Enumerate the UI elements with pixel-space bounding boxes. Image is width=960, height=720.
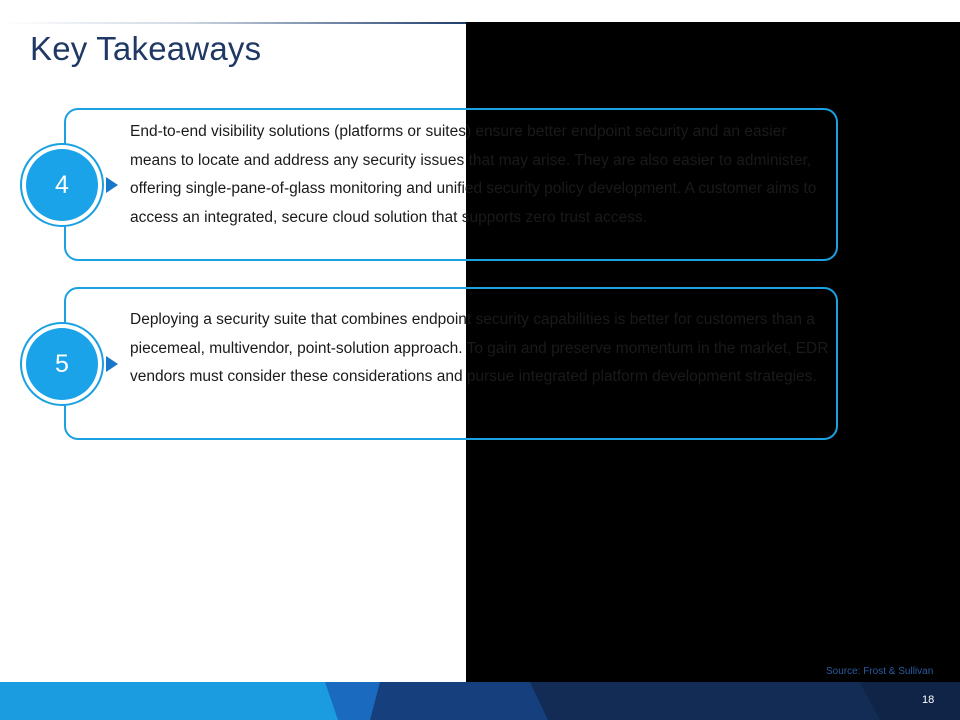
badge-number: 5	[26, 328, 98, 400]
takeaway-text-4: End-to-end visibility solutions (platforms or suites) ensure better endpoint security and an easier means to locate and address any security issues that may arise. They are also easier to administer, offering single-pane-of-glass monitoring and unified security policy development. A customer aims to access an integrated, secure cloud solution that supports zero trust access.	[130, 123, 817, 226]
footer-stripes	[0, 682, 960, 720]
takeaway-card-5	[64, 287, 838, 440]
pointer-arrow-icon	[106, 177, 118, 193]
footer-band	[0, 682, 960, 720]
takeaway-badge-5	[20, 322, 104, 406]
slide-title: Key Takeaways	[30, 30, 262, 67]
takeaway-text-5: Deploying a security suite that combines endpoint security capabilities is better for customers than a piecemeal, multivendor, point-solution approach. To gain and preserve momentum in the market, EDR vendors must consider these considerations and pursue integrated platform development strategies.	[130, 311, 829, 385]
page-number: 18	[922, 694, 935, 706]
source-note: Source: Frost & Sullivan	[826, 666, 934, 677]
takeaway-badge-4	[20, 143, 104, 227]
takeaway-card-4	[64, 108, 838, 261]
badge-number: 4	[26, 149, 98, 221]
top-divider	[0, 22, 466, 24]
pointer-arrow-icon	[106, 356, 118, 372]
